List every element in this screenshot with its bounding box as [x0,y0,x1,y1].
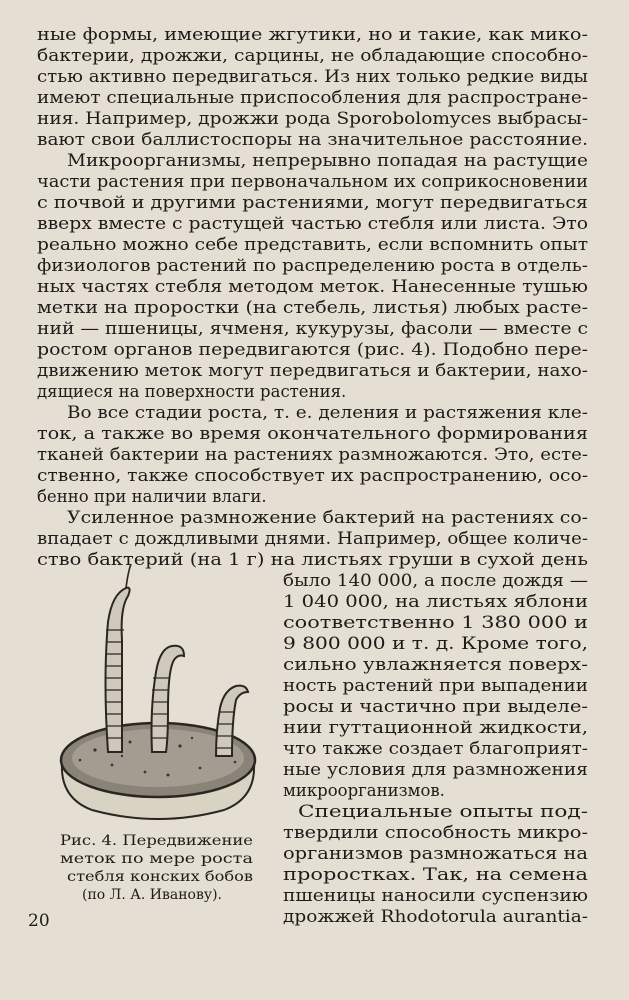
figure-4-illustration [50,560,265,820]
page-number: 20 [28,911,50,931]
book-page: ные формы, имеющие жгутики, но и такие, как мико- бактерии, дрожжи, сарцины, не обладающие способно- стью активно передвигаться. Из них только редкие виды имеют специальные приспособления для распростране- ния. Например, дрожжи рода Sporobolomyces выбрасы- вают свои баллистоспоры на значительное расстояние. Микроорганизмы, непрерывно попадая на растущие части растения при первоначальном их соприкосновении с почвой и другими растениями, могут передвигаться вверх вместе с растущей частью стебля или листа. Это реально можно себе представить, если вспомнить опыт физиологов растений по распределению роста в отдель- ных частях стебля методом меток. Нанесенные тушью метки на проростки (на стебель, листья) любых расте- ний — пшеницы, ячменя, кукурузы, фасоли — вместе с ростом органов передвигаются (рис. 4). Подобно пере- движению меток могут передвигаться и бактерии, нахо- дящиеся на поверхности растения. Во все стадии роста, т. е. деления и растяжения кле- ток, а также во время окончательного формирования тканей бактерии на растениях размножаются. Это, есте- ственно, также способствует их распространению, осо- бенно при наличии влаги. Усиленное размножение бактерий на растениях со- впадает с дождливыми днями. Например, общее количе- ство бактерий (на 1 г) на листьях груши в сухой день было 140 000, а после дождя — 1 040 000, на листьях яблони соответственно 1 380 000 и 9 800 000 и т. д. Кроме того, сильно увлажняется поверх- ность растений при выпадении росы и частично при выделе- нии гуттационной жидкости, что также создает благоприят- ные условия для размножения микроорганизмов. Специальные опыты под- твердили способность микро- организмов размножаться на проростках. Так, на семена пшеницы наносили суспензию дрожжей Rhodotorula aurantia- Рис. 4. Передвижение меток по мере роста стебля конских бобов (по Л. А. Иванову). 20 [28,25,588,931]
